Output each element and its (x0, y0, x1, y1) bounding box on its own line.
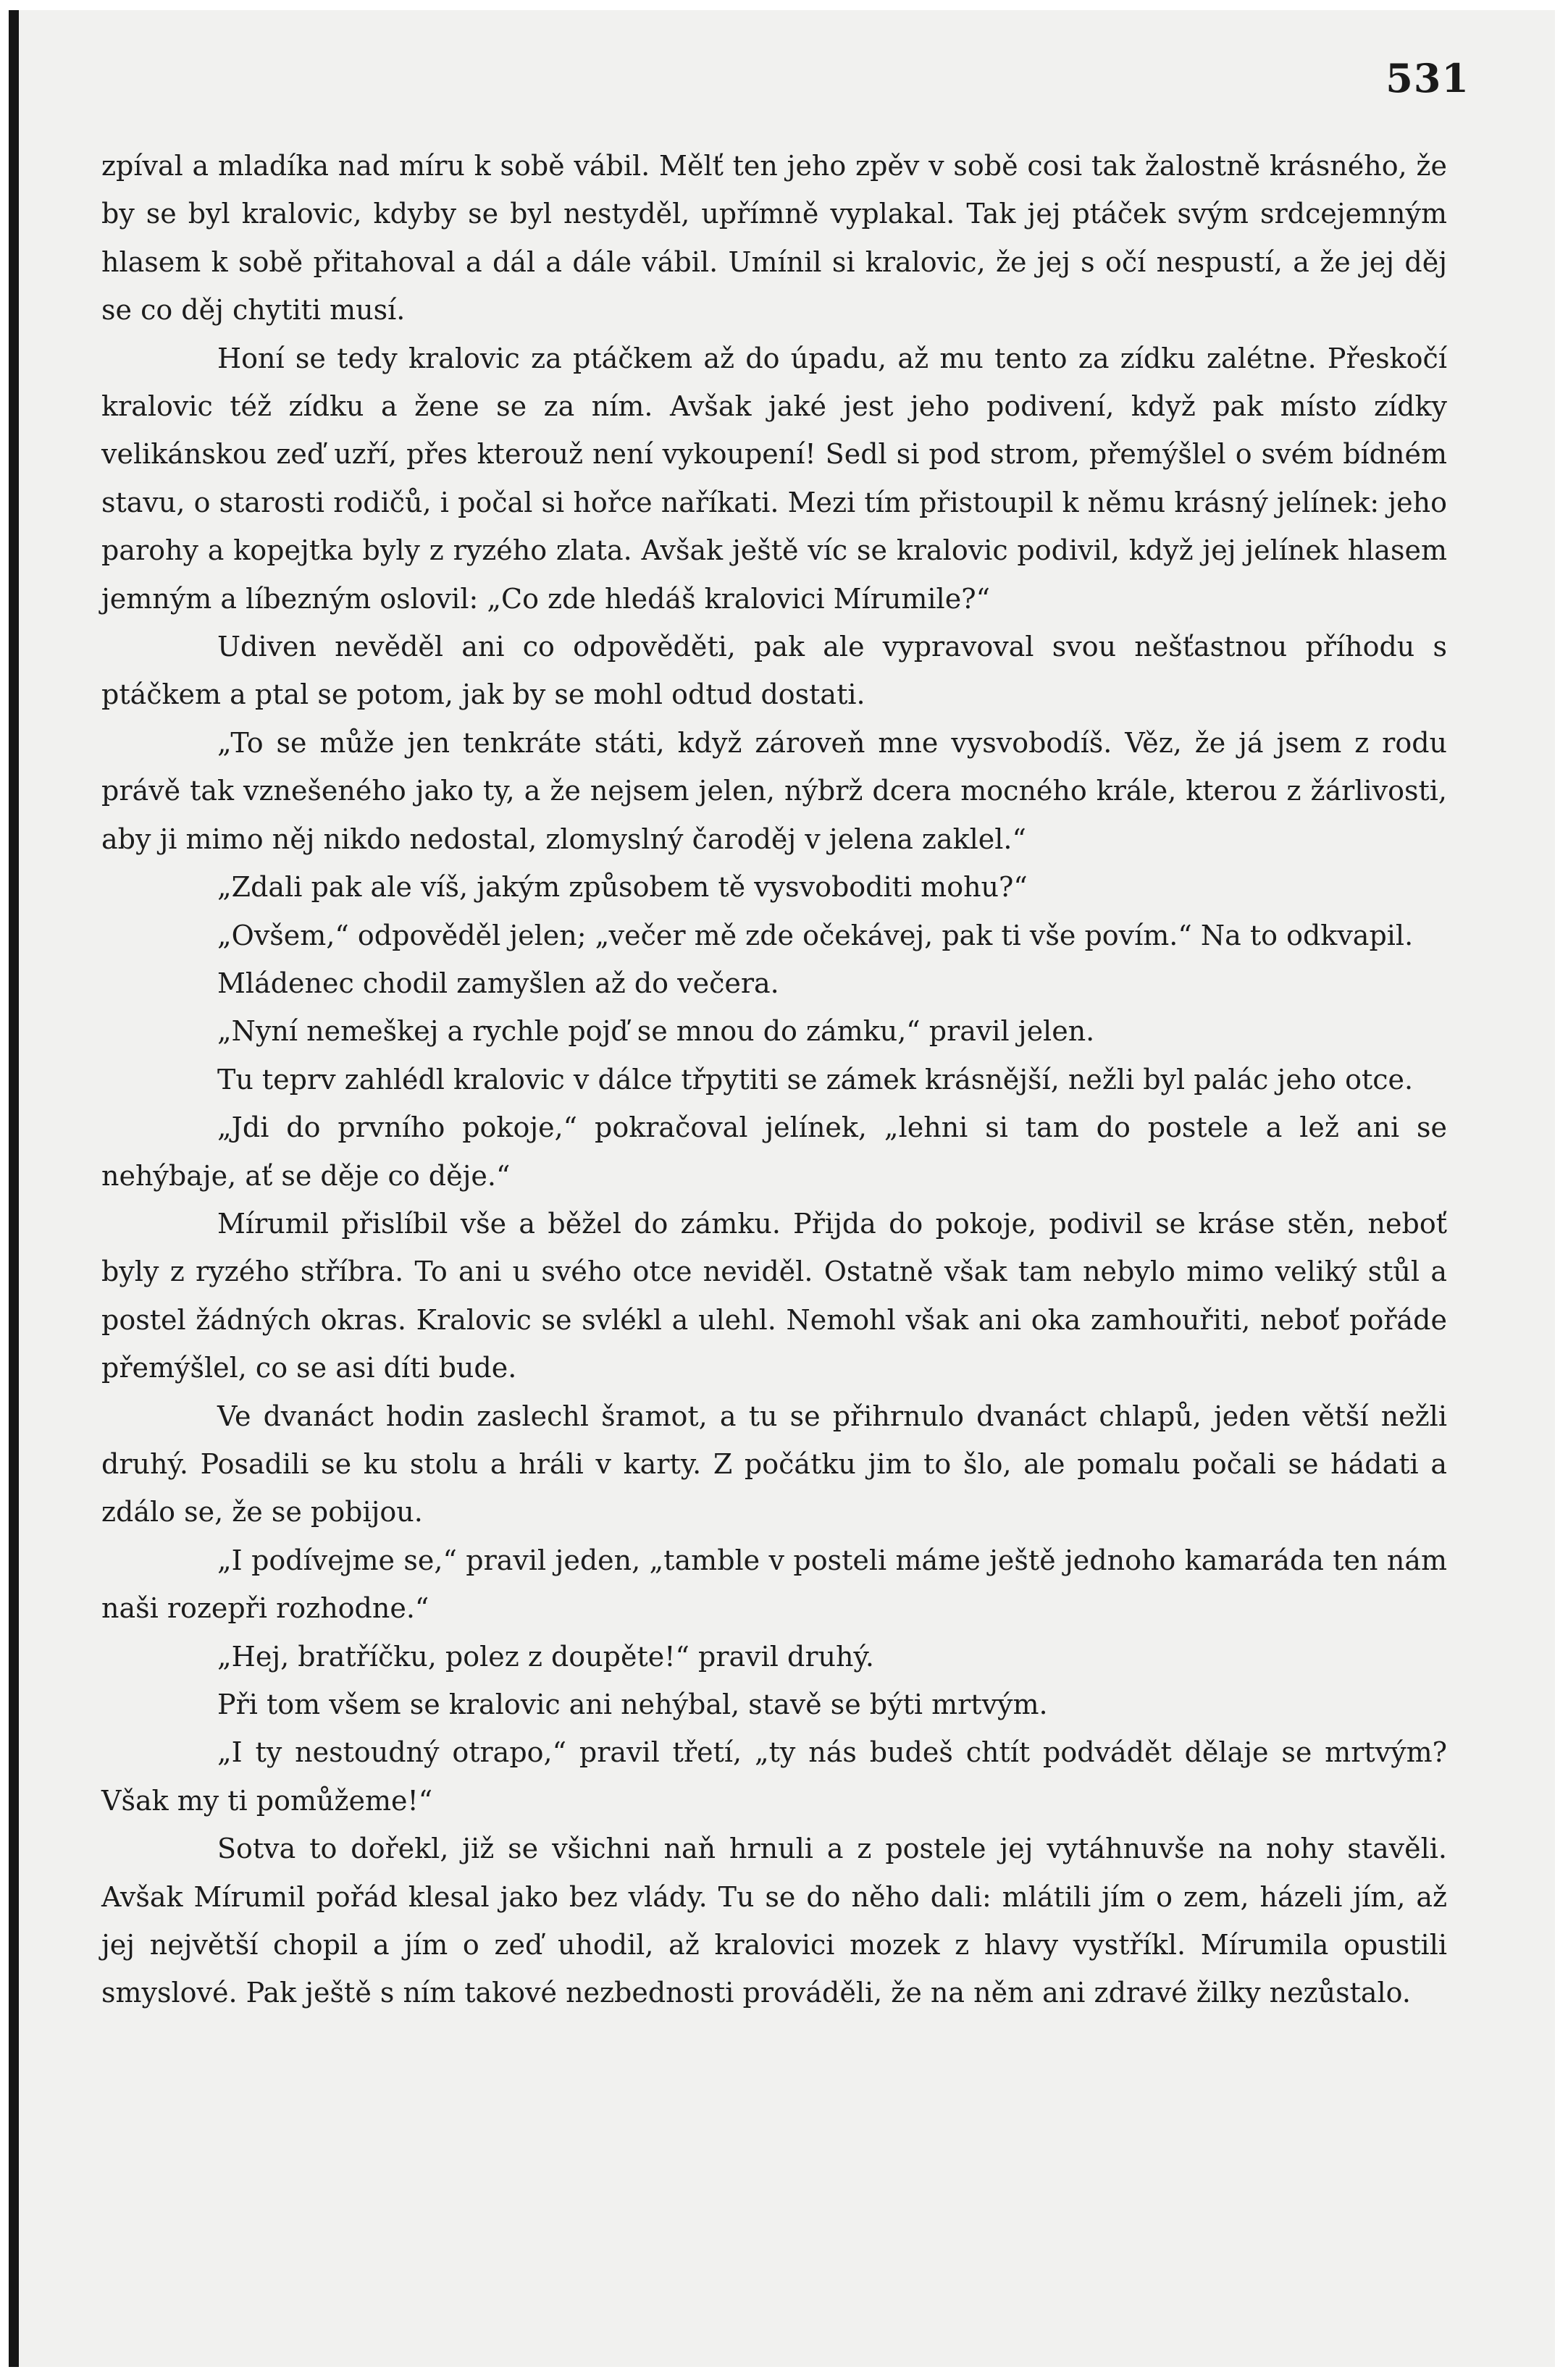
paragraph: Udiven nevěděl ani co odpověděti, pak ale vypravoval svou nešťastnou příhodu s ptáčkem a ptal se potom, jak by se mohl odtud dostati. (101, 631, 1447, 711)
paragraph: Při tom všem se kralovic ani nehýbal, stavě se býti mrtvým. (217, 1689, 1048, 1720)
page-number: 531 (1385, 55, 1470, 101)
paragraph: „I ty nestoudný otrapo,“ pravil třetí, „ty nás budeš chtít podvádět dělaje se mrtvým? Však my ti pomůžeme!“ (101, 1736, 1447, 1817)
paragraph: zpíval a mladíka nad míru k sobě vábil. Mělť ten jeho zpěv v sobě cosi tak žalostně krásného, že by se byl kralovic, kdyby se byl nestyděl, upřímně vyplakal. Tak jej ptáček svým srdcejemným hlasem k sobě přitahoval a dál a dále vábil. Umínil si kralovic, že jej s očí nespustí, a že jej děj se co děj chytiti musí. (101, 150, 1447, 327)
paragraph: Mírumil přislíbil vše a běžel do zámku. Přijda do pokoje, podivil se kráse stěn, neboť byly z ryzého stříbra. To ani u svého otce neviděl. Ostatně však tam nebylo mimo veliký stůl a postel žádných okras. Kralovic se svlékl a ulehl. Nemohl však ani oka zamhouřiti, neboť pořáde přemýšlel, co se asi díti bude. (101, 1207, 1447, 1384)
paragraph: „Hej, bratříčku, polez z doupěte!“ pravil druhý. (217, 1640, 874, 1673)
paragraph: „Ovšem,“ odpověděl jelen; „večer mě zde očekávej, pak ti vše povím.“ Na to odkvapil. (217, 919, 1414, 951)
paragraph: „I podívejme se,“ pravil jeden, „tamble v posteli máme ještě jednoho kamaráda ten nám naši rozepři rozhodne.“ (101, 1544, 1447, 1625)
paragraph: Sotva to dořekl, již se všichni naň hrnuli a z postele jej vytáhnuvše na nohy stavěli. Avšak Mírumil pořád klesal jako bez vlády. Tu se do něho dali: mlátili jím o zem, házeli jím, až jej největší chopil a jím o zeď uhodil, až kralovici mozek z hlavy vystříkl. Mírumila opustili smyslové. Pak ještě s ním takové nezbednosti prováděli, že na něm ani zdravé žilky nezůstalo. (101, 1833, 1447, 2009)
paragraph: „Zdali pak ale víš, jakým způsobem tě vysvoboditi mohu?“ (217, 871, 1028, 904)
paragraph: Honí se tedy kralovic za ptáčkem až do úpadu, až mu tento za zídku zalétne. Přeskočí kralovic též zídku a žene se za ním. Avšak jaké jest jeho podivení, když pak místo zídky velikánskou zeď uzří, přes kterouž není vykoupení! Sedl si pod strom, přemýšlel o svém bídném stavu, o starosti rodičů, i počal si hořce naříkati. Mezi tím přistoupil k němu krásný jelínek: jeho parohy a kopejtka byly z ryzého zlata. Avšak ještě víc se kralovic podivil, když jej jelínek hlasem jemným a líbezným oslovil: „Co zde hledáš kralovici Mírumile?“ (101, 342, 1447, 615)
book-page (9, 10, 1555, 2367)
paragraph: Tu teprv zahlédl kralovic v dálce třpytiti se zámek krásnější, nežli byl palác jeho otce. (217, 1063, 1414, 1096)
paragraph: Mládenec chodil zamyšlen až do večera. (217, 967, 779, 999)
paragraph: „To se může jen tenkráte státi, když zároveň mne vysvobodíš. Věz, že já jsem z rodu právě tak vznešeného jako ty, a že nejsem jelen, nýbrž dcera mocného krále, kterou z žárlivosti, aby ji mimo něj nikdo nedostal, zlomyslný čaroděj v jelena zaklel.“ (101, 726, 1447, 855)
paragraph: Ve dvanáct hodin zaslechl šramot, a tu se přihrnulo dvanáct chlapů, jeden větší nežli druhý. Posadili se ku stolu a hráli v karty. Z počátku jim to šlo, ale pomalu počali se hádati a zdálo se, že se pobijou. (101, 1400, 1447, 1529)
body-text (101, 142, 1447, 2017)
paragraph: „Jdi do prvního pokoje,“ pokračoval jelínek, „lehni si tam do postele a lež ani se nehýbaje, ať se děje co děje.“ (101, 1111, 1447, 1192)
paragraph: „Nyní nemeškej a rychle pojď se mnou do zámku,“ pravil jelen. (217, 1015, 1095, 1048)
